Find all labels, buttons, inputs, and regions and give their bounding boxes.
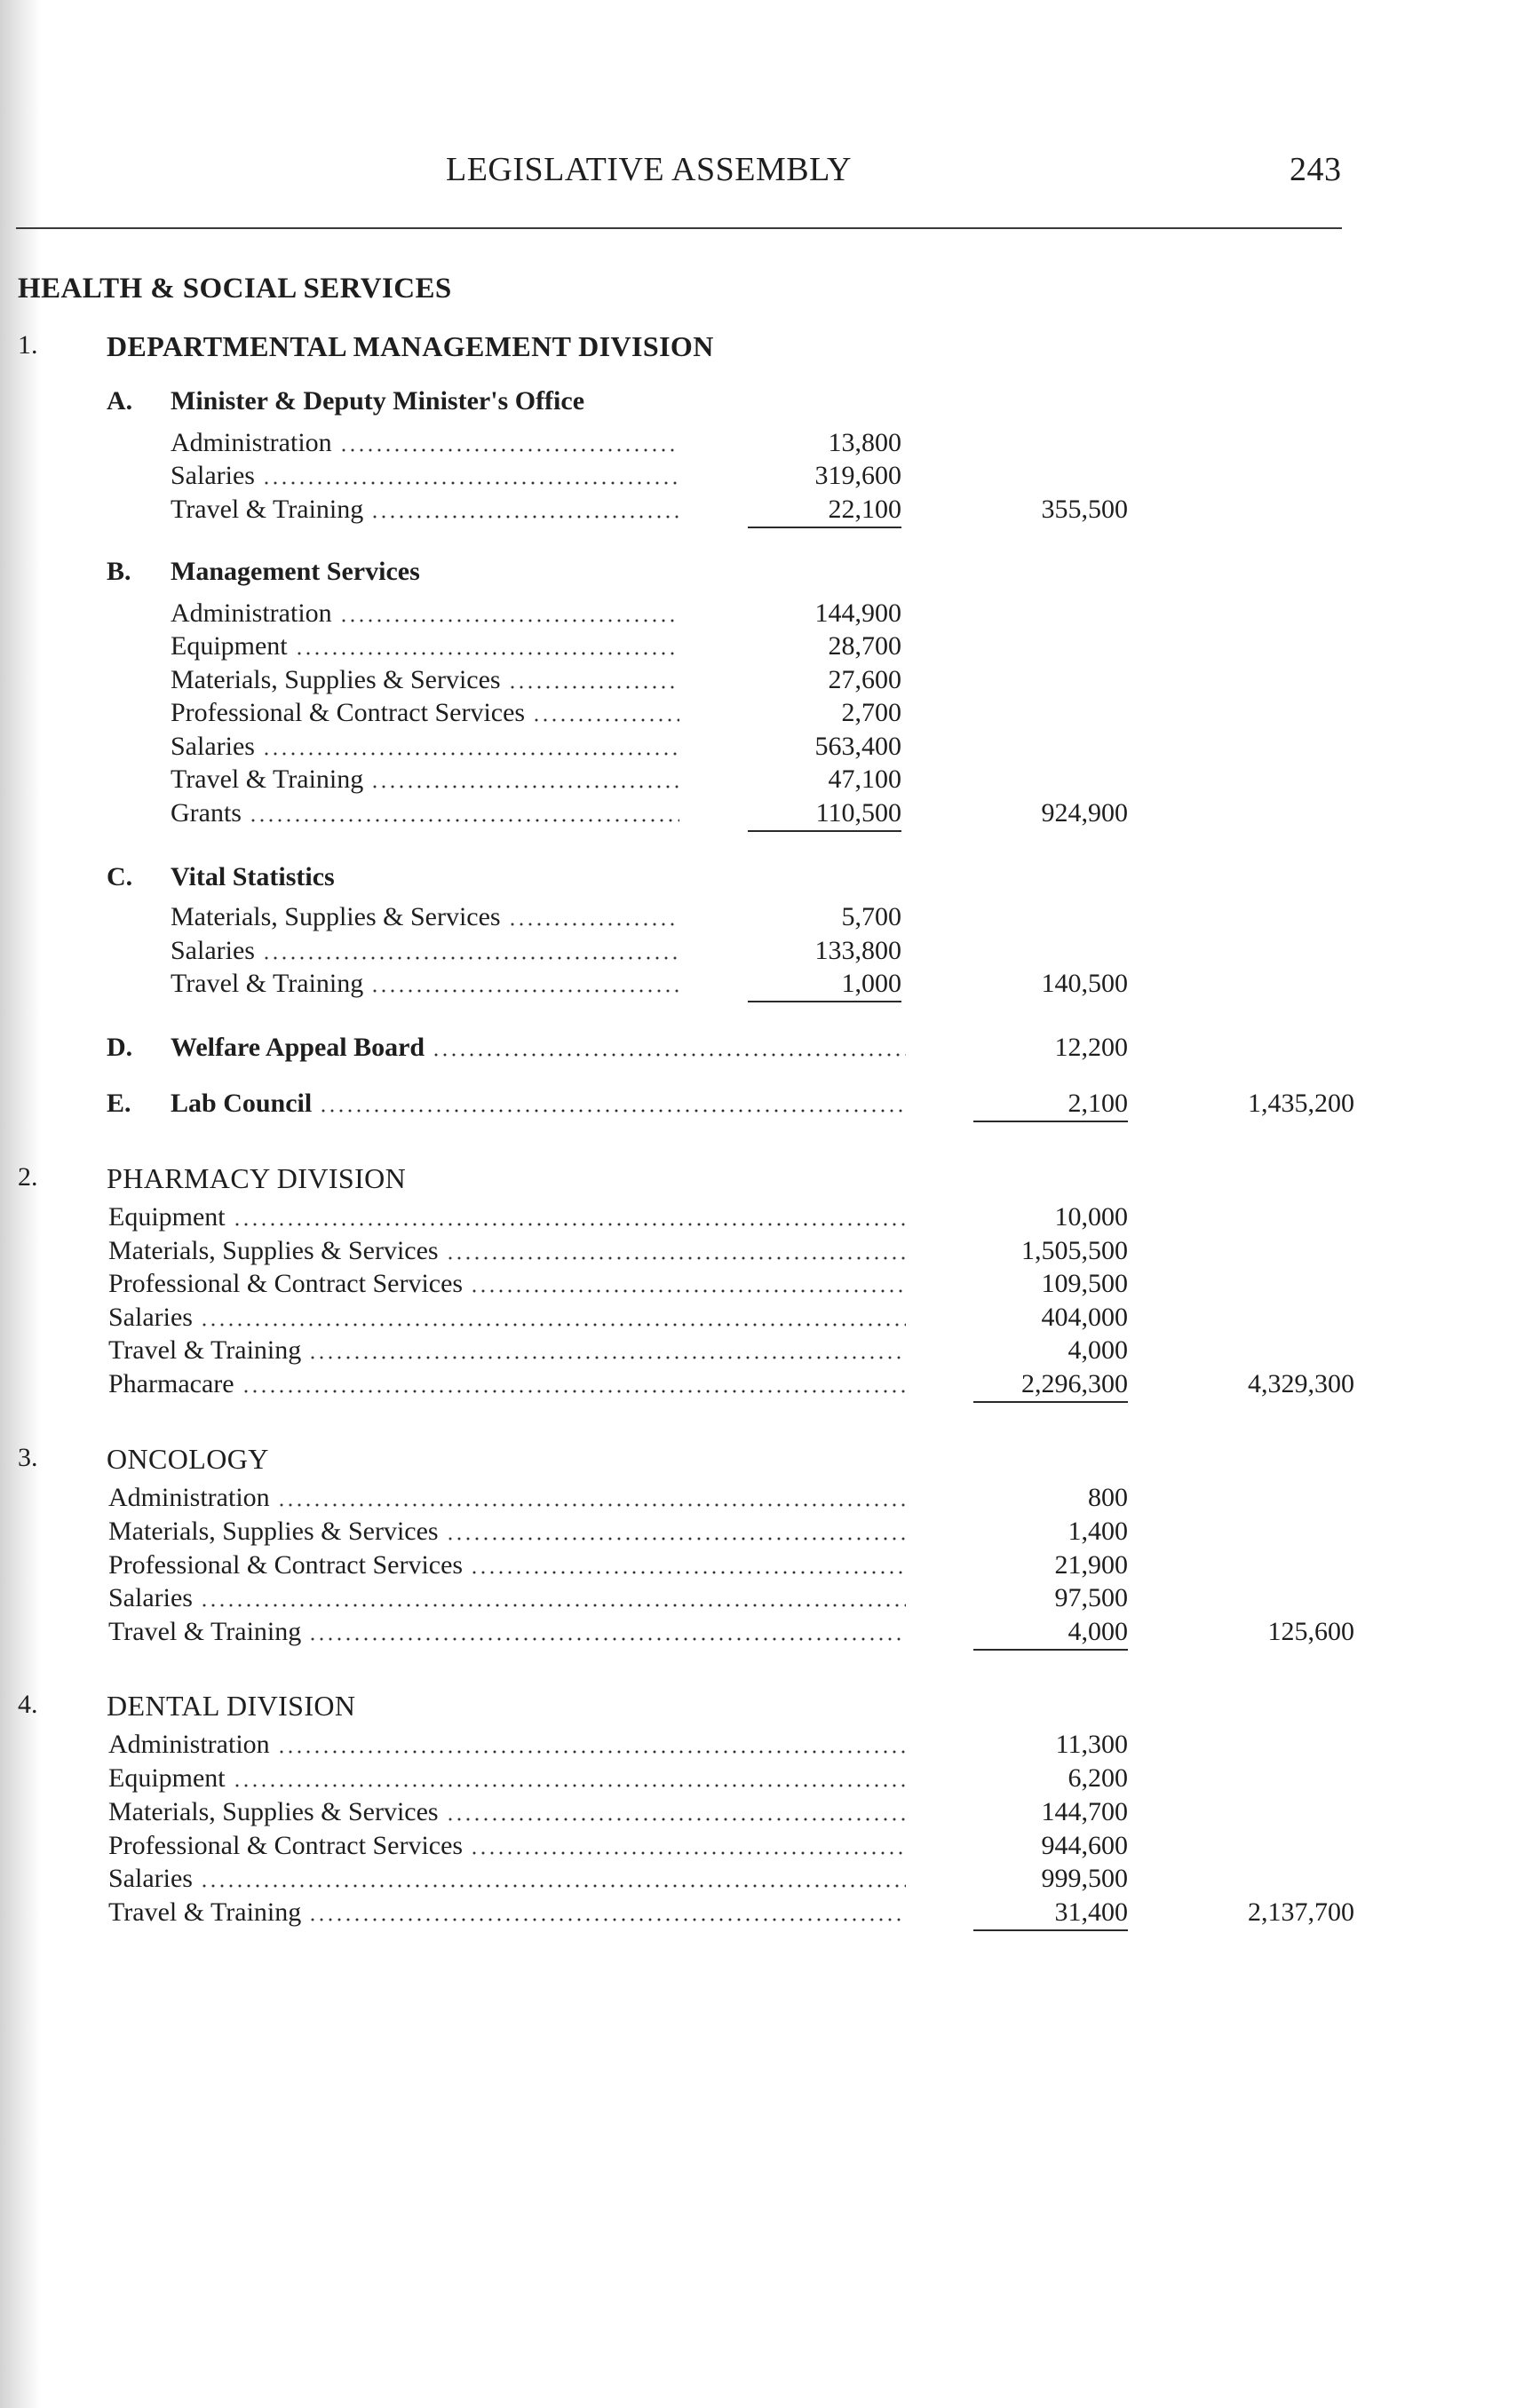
line-item-label: Salaries (108, 1864, 193, 1893)
dot-leader (370, 515, 679, 519)
line-item-label: Salaries (171, 936, 255, 965)
dot-leader (370, 785, 679, 788)
section-number: 1. (18, 330, 38, 360)
subsection-letter: A. (107, 386, 133, 416)
line-item-label: Materials, Supplies & Services (108, 1236, 439, 1265)
dot-leader (446, 1256, 906, 1260)
line-item-label: Travel & Training (108, 1335, 302, 1365)
line-item-label: Materials, Supplies & Services (171, 665, 501, 694)
section-title: DENTAL DIVISION (107, 1690, 356, 1722)
line-item-amount: 1,000 (841, 969, 901, 998)
line-item-amount: 2,700 (841, 698, 901, 727)
subtotal-rule (748, 830, 901, 832)
line-item-label: Administration (171, 428, 332, 457)
line-item-label: Professional & Contract Services (108, 1269, 464, 1298)
section-number: 3. (18, 1443, 38, 1472)
subsection-subtotal: 140,500 (1041, 969, 1128, 998)
line-item-amount: 999,500 (1041, 1864, 1128, 1893)
line-item-amount: 133,800 (814, 936, 901, 965)
line-item-label: Equipment (171, 631, 288, 661)
section-title: DEPARTMENTAL MANAGEMENT DIVISION (107, 330, 714, 362)
dot-leader (446, 1818, 906, 1821)
subtotal-rule (973, 1121, 1128, 1122)
subsection-subtotal: 12,200 (1054, 1033, 1128, 1062)
line-item-amount: 109,500 (1041, 1269, 1128, 1298)
line-item-label: Travel & Training (108, 1617, 302, 1646)
subsection-title: Management Services (171, 557, 420, 586)
line-item-label: Travel & Training (108, 1897, 302, 1927)
line-item-label: Grants (171, 798, 242, 828)
line-item-amount: 28,700 (828, 631, 901, 661)
line-item-amount: 27,600 (828, 665, 901, 694)
line-item-label: Pharmacare (108, 1369, 234, 1398)
section-total: 125,600 (1267, 1617, 1354, 1646)
dot-leader (319, 1109, 906, 1113)
running-header-title: LEGISLATIVE ASSEMBLY (446, 151, 852, 188)
line-item-amount: 97,500 (1054, 1583, 1128, 1612)
section-total: 1,435,200 (1248, 1089, 1354, 1118)
dot-leader (233, 1784, 906, 1787)
subtotal-rule (748, 527, 901, 528)
line-item-label: Professional & Contract Services (108, 1550, 464, 1580)
section-number: 4. (18, 1690, 38, 1719)
line-item-label: Equipment (108, 1763, 226, 1793)
subsection-letter: E. (107, 1089, 131, 1118)
dot-leader (200, 1323, 906, 1327)
line-item-label: Salaries (171, 732, 255, 761)
line-item-label: Travel & Training (171, 764, 364, 794)
line-item-label: Salaries (108, 1583, 193, 1612)
subsection-title: Lab Council (171, 1089, 313, 1118)
dot-leader (339, 619, 679, 622)
section-number: 2. (18, 1162, 38, 1192)
subtotal-rule (973, 1929, 1128, 1931)
line-item-amount: 319,600 (814, 461, 901, 490)
dot-leader (339, 448, 679, 452)
line-item-amount: 144,700 (1041, 1797, 1128, 1826)
subsection-subtotal: 924,900 (1041, 798, 1128, 828)
header-rule (16, 227, 1342, 229)
line-item-amount: 1,400 (1068, 1517, 1128, 1546)
line-item-label: Administration (108, 1730, 270, 1759)
dot-leader (508, 923, 679, 926)
line-item-amount: 11,300 (1055, 1730, 1128, 1759)
dot-leader (532, 718, 679, 722)
line-item-amount: 10,000 (1054, 1202, 1128, 1232)
dot-leader (277, 1750, 906, 1754)
line-item-amount: 800 (1088, 1483, 1128, 1512)
line-item-amount: 13,800 (828, 428, 901, 457)
dot-leader (470, 1851, 906, 1855)
dot-leader (277, 1503, 906, 1507)
line-item-label: Travel & Training (171, 495, 364, 524)
subtotal-rule (748, 1001, 901, 1002)
line-item-amount: 4,000 (1068, 1335, 1128, 1365)
line-item-label: Materials, Supplies & Services (171, 902, 501, 931)
section-title: ONCOLOGY (107, 1443, 269, 1475)
line-item-amount: 110,500 (815, 798, 901, 828)
dot-leader (470, 1571, 906, 1574)
subsection-letter: C. (107, 862, 133, 891)
line-item-label: Travel & Training (171, 969, 364, 998)
dot-leader (295, 652, 679, 655)
subtotal-rule (973, 1649, 1128, 1651)
line-item-amount: 563,400 (814, 732, 901, 761)
line-item-amount: 404,000 (1041, 1303, 1128, 1332)
dot-leader (262, 481, 679, 485)
line-item-amount: 6,200 (1068, 1763, 1128, 1793)
line-item-label: Administration (108, 1483, 270, 1512)
dot-leader (308, 1356, 906, 1359)
section-total: 2,137,700 (1248, 1897, 1354, 1927)
subsection-title: Minister & Deputy Minister's Office (171, 386, 585, 416)
line-item-label: Professional & Contract Services (108, 1831, 464, 1860)
line-item-label: Professional & Contract Services (171, 698, 526, 727)
subtotal-rule (973, 1401, 1128, 1403)
dot-leader (446, 1537, 906, 1541)
line-item-label: Administration (171, 598, 332, 628)
dot-leader (308, 1637, 906, 1641)
line-item-amount: 5,700 (841, 902, 901, 931)
line-item-amount: 1,505,500 (1021, 1236, 1128, 1265)
page-number: 243 (1290, 151, 1342, 188)
line-item-amount: 47,100 (828, 764, 901, 794)
dot-leader (200, 1604, 906, 1607)
subsection-letter: D. (107, 1033, 133, 1062)
dot-leader (249, 819, 679, 822)
subsection-title: Vital Statistics (171, 862, 335, 891)
dot-leader (308, 1918, 906, 1921)
scan-edge-shadow (0, 0, 41, 2408)
dot-leader (262, 956, 679, 960)
line-item-label: Materials, Supplies & Services (108, 1797, 439, 1826)
dot-leader (370, 989, 679, 993)
section-title: PHARMACY DIVISION (107, 1162, 407, 1194)
dot-leader (432, 1053, 906, 1057)
line-item-amount: 4,000 (1068, 1617, 1128, 1646)
dot-leader (470, 1289, 906, 1293)
subsection-subtotal: 2,100 (1068, 1089, 1128, 1118)
department-title: HEALTH & SOCIAL SERVICES (18, 273, 452, 305)
section-total: 4,329,300 (1248, 1369, 1354, 1398)
line-item-label: Salaries (171, 461, 255, 490)
dot-leader (262, 752, 679, 756)
line-item-label: Equipment (108, 1202, 226, 1232)
line-item-amount: 944,600 (1041, 1831, 1128, 1860)
dot-leader (200, 1884, 906, 1888)
subsection-letter: B. (107, 557, 131, 586)
subsection-subtotal: 355,500 (1041, 495, 1128, 524)
dot-leader (242, 1390, 906, 1393)
line-item-label: Materials, Supplies & Services (108, 1517, 439, 1546)
line-item-amount: 31,400 (1054, 1897, 1128, 1927)
line-item-amount: 21,900 (1054, 1550, 1128, 1580)
subsection-title: Welfare Appeal Board (171, 1033, 425, 1062)
dot-leader (508, 685, 679, 689)
line-item-label: Salaries (108, 1303, 193, 1332)
line-item-amount: 22,100 (828, 495, 901, 524)
dot-leader (233, 1223, 906, 1226)
line-item-amount: 144,900 (814, 598, 901, 628)
line-item-amount: 2,296,300 (1021, 1369, 1128, 1398)
